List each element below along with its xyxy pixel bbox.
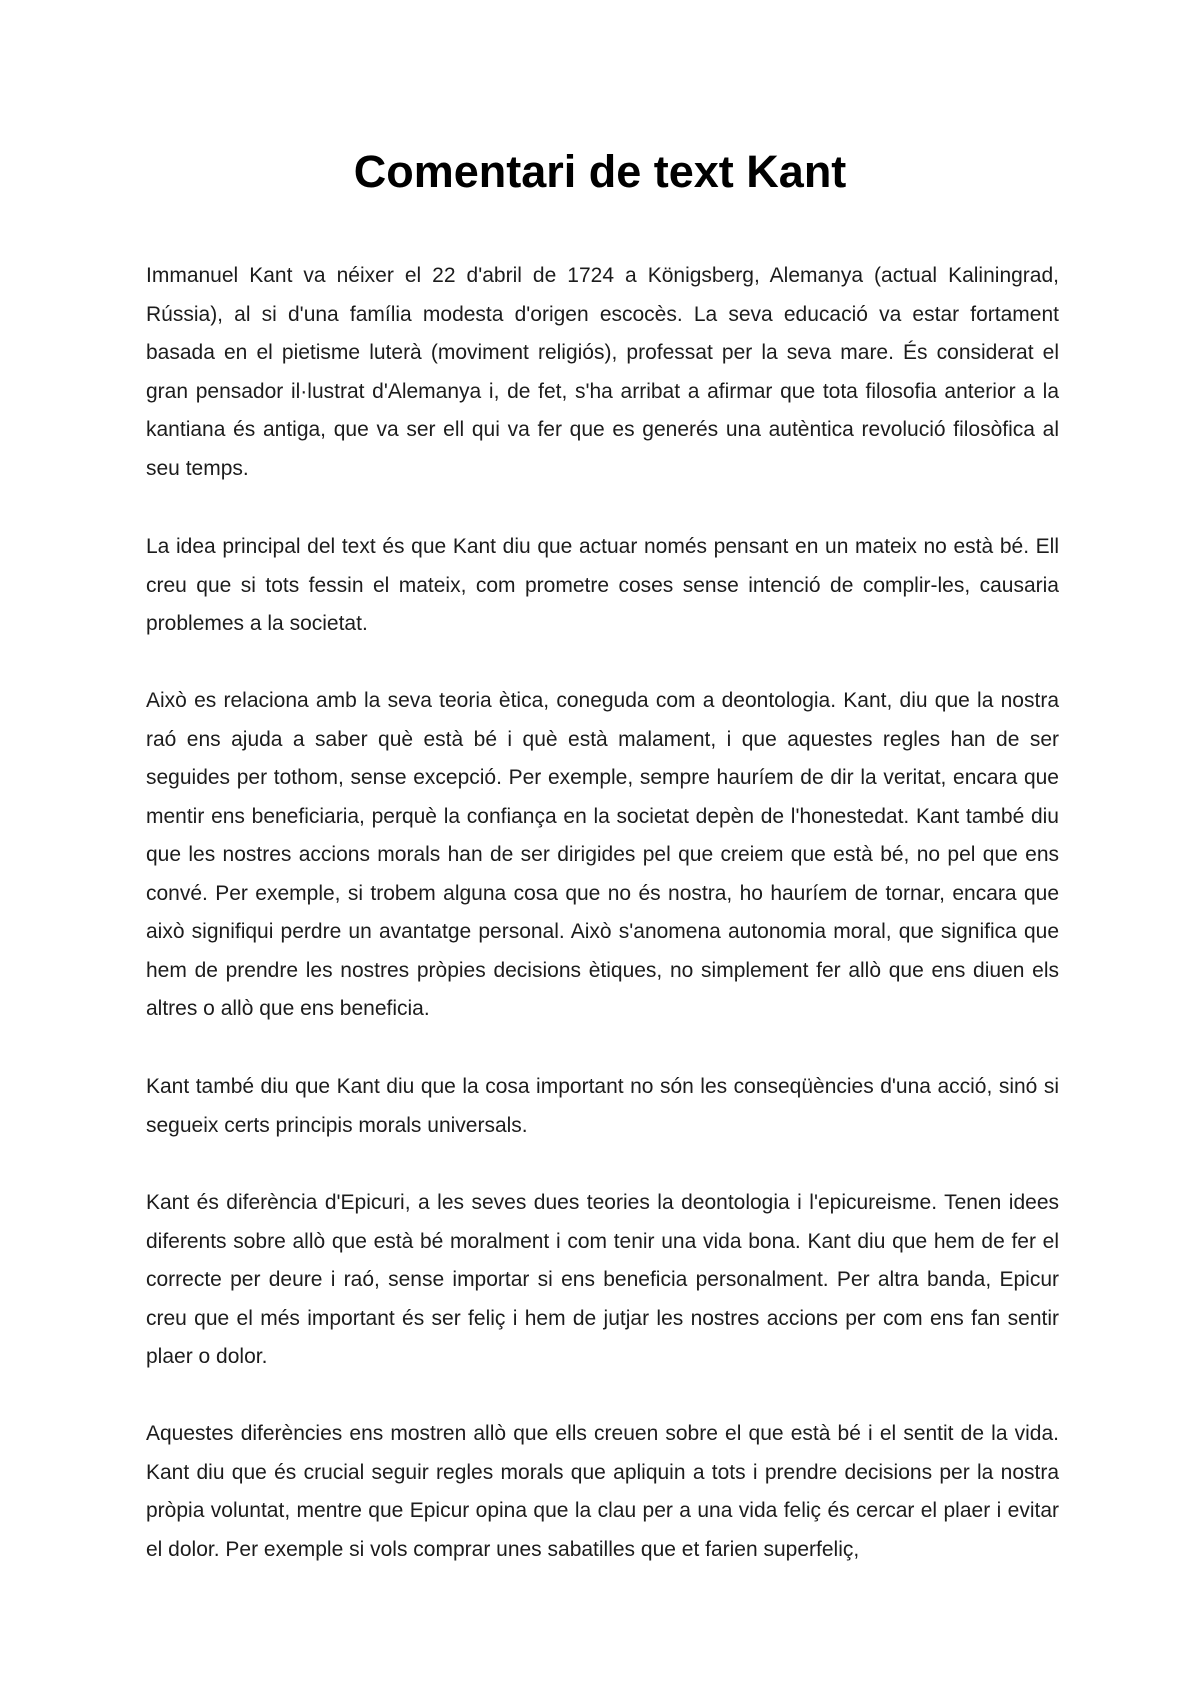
paragraph-kant-biography: Immanuel Kant va néixer el 22 d'abril de 1724 a Königsberg, Alemanya (actual Kaliningrad, Rússia), al si d'una família modesta d'origen escocès. La seva educació va estar fortament basada en el pietisme luterà (moviment religiós), professat per la seva mare. És considerat el gran pensador il·lustrat d'Alemanya i, de fet, s'ha arribat a afirmar que tota filosofia anterior a la kantiana és antiga, que va ser ell qui va fer que es generés una autèntica revolució filosòfica al seu temps. bbox=[146, 264, 1059, 480]
paragraph-differences: Aquestes diferències ens mostren allò que ells creuen sobre el que està bé i el sentit de la vida. Kant diu que és crucial seguir regles morals que apliquin a tots i prendre decisions per la nostra pròpia voluntat, mentre que Epicur opina que la clau per a una vida feliç és cercar el plaer i evitar el dolor. Per exemple si vols comprar unes sabatilles que et farien superfeliç, bbox=[146, 1422, 1059, 1561]
paragraph-deontology: Això es relaciona amb la seva teoria ètica, coneguda com a deontologia. Kant, diu que la nostra raó ens ajuda a saber què està bé i què està malament, i que aquestes regles han de ser seguides per tothom, sense excepció. Per exemple, sempre hauríem de dir la veritat, encara que mentir ens beneficiaria, perquè la confiança en la societat depèn de l'honestedat. Kant també diu que les nostres accions morals han de ser dirigides pel que creiem que està bé, no pel que ens convé. Per exemple, si trobem alguna cosa que no és nostra, ho hauríem de tornar, encara que això signifiqui perdre un avantatge personal. Això s'anomena autonomia moral, que significa que hem de prendre les nostres pròpies decisions ètiques, no simplement fer allò que ens diuen els altres o allò que ens beneficia. bbox=[146, 689, 1059, 1020]
document-title: Comentari de text Kant bbox=[353, 146, 847, 197]
paragraph-kant-vs-epicurus: Kant és diferència d'Epicuri, a les seves dues teories la deontologia i l'epicureisme. Tenen idees diferents sobre allò que està bé moralment i com tenir una vida bona. Kant diu que hem de fer el correcte per deure i raó, sense importar si ens beneficia personalment. Per altra banda, Epicur creu que el més important és ser feliç i hem de jutjar les nostres accions per com ens fan sentir plaer o dolor. bbox=[146, 1191, 1059, 1368]
paragraph-consequences: Kant també diu que Kant diu que la cosa important no són les conseqüències d'una acció, sinó si segueix certs principis morals universals. bbox=[146, 1075, 1059, 1137]
paragraph-main-idea: La idea principal del text és que Kant diu que actuar només pensant en un mateix no està bé. Ell creu que si tots fessin el mateix, com prometre coses sense intenció de complir-les, causaria problemes a la societat. bbox=[146, 535, 1059, 635]
